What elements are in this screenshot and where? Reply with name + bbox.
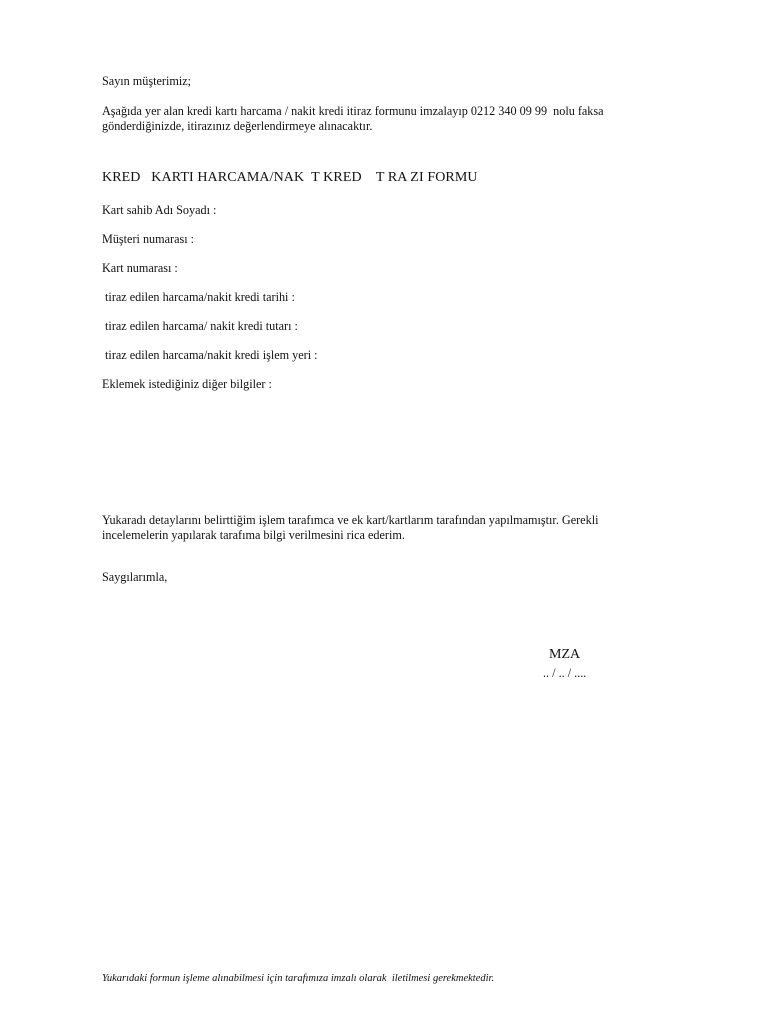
field-card-holder-name: Kart sahib Adı Soyadı : [102,203,217,217]
field-additional-info: Eklemek istediğiniz diğer bilgiler : [102,377,272,391]
form-title: KRED KARTI HARCAMA/NAK T KRED T RA ZI FORMU [102,170,478,185]
statement-paragraph: Yukaradı detaylarını belirttiğim işlem tarafımca ve ek kart/kartlarım tarafından yapılmamıştır. Gerekli incelemelerin yapılarak tarafıma bilgi verilmesini rica ederim. [102,513,602,542]
footer-note: Yukarıdaki formun işleme alınabilmesi için tarafımıza imzalı olarak iletilmesi gerekmektedir. [102,973,495,984]
date-placeholder: .. / .. / .... [543,666,587,680]
field-disputed-date: tiraz edilen harcama/nakit kredi tarihi : [102,290,295,304]
greeting: Sayın müşterimiz; [102,74,192,88]
field-disputed-amount: tiraz edilen harcama/ nakit kredi tutarı : [102,319,298,333]
field-customer-number: Müşteri numarası : [102,232,195,246]
field-card-number: Kart numarası : [102,261,178,275]
closing: Saygılarımla, [102,570,168,584]
field-disputed-location: tiraz edilen harcama/nakit kredi işlem yeri : [102,348,318,362]
signature-label: MZA [549,647,581,662]
intro-paragraph: Aşağıda yer alan kredi kartı harcama / nakit kredi itiraz formunu imzalayıp 0212 340 09 99 nolu faksa gönderdiğinizde, itirazınız değerlendirmeye alınacaktır. [102,104,607,133]
